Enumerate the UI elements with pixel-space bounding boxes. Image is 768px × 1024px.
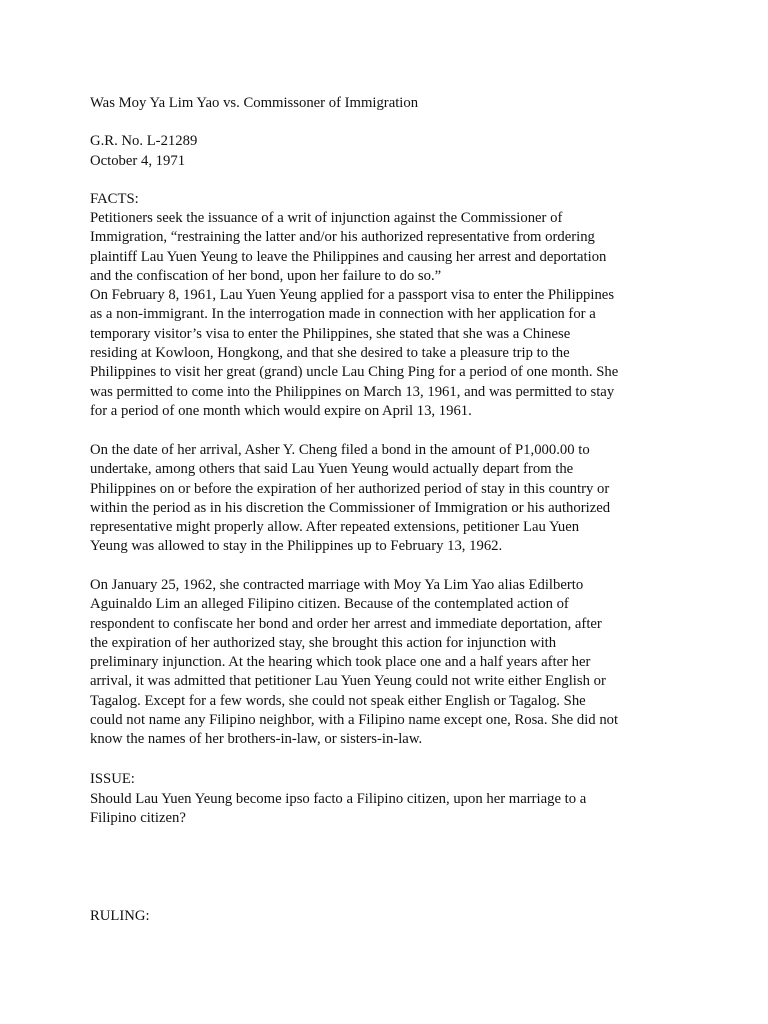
issue-heading-text: ISSUE: xyxy=(90,771,135,787)
ruling-heading xyxy=(90,907,690,926)
paragraph-line: On the date of her arrival, Asher Y. Cheng filed a bond in the amount of P1,000.00 to xyxy=(90,442,590,458)
paragraph-line: temporary visitor’s visa to enter the Philippines, she stated that she was a Chinese xyxy=(90,325,571,342)
gr-number xyxy=(90,132,690,151)
paragraph-line: Tagalog. Except for a few words, she could not speak either English or Tagalog. She xyxy=(90,692,586,709)
decision-date xyxy=(90,152,690,171)
paragraph-line: the expiration of her authorized stay, she brought this action for injunction with xyxy=(90,634,557,651)
title-line: Was Moy Ya Lim Yao vs. Commissoner of Immigration xyxy=(90,95,419,111)
ruling-heading-text: RULING: xyxy=(90,908,150,924)
document-title xyxy=(90,94,690,113)
paragraph-line: representative might properly allow. After repeated extensions, petitioner Lau Yuen xyxy=(90,519,580,536)
paragraph-line: Petitioners seek the issuance of a writ of injunction against the Commissioner of xyxy=(90,210,563,226)
paragraph-line: Filipino citizen? xyxy=(90,810,186,827)
paragraph-line: Should Lau Yuen Yeung become ipso facto a Filipino citizen, upon her marriage to a xyxy=(90,791,587,807)
paragraph-line: Aguinaldo Lim an alleged Filipino citizen. Because of the contemplated action of xyxy=(90,596,569,613)
paragraph-line: residing at Kowloon, Hongkong, and that she desired to take a pleasure trip to the xyxy=(90,345,570,362)
paragraph-line: know the names of her brothers-in-law, or sisters-in-law. xyxy=(90,731,423,748)
paragraph-line: for a period of one month which would expire on April 13, 1961. xyxy=(90,402,472,419)
date-line: October 4, 1971 xyxy=(90,153,186,169)
paragraph-line: On January 25, 1962, she contracted marriage with Moy Ya Lim Yao alias Edilberto xyxy=(90,577,584,593)
issue-heading xyxy=(90,770,690,789)
paragraph-line: could not name any Filipino neighbor, with a Filipino name except one, Rosa. She did not xyxy=(90,712,619,729)
paragraph-line: as a non-immigrant. In the interrogation made in connection with her application for a xyxy=(90,306,596,323)
paragraph-line: preliminary injunction. At the hearing which took place one and a half years after her xyxy=(90,654,591,671)
gr-number-line: G.R. No. L-21289 xyxy=(90,133,198,149)
paragraph-line: Philippines on or before the expiration of her authorized period of stay in this country or xyxy=(90,480,610,497)
issue-question xyxy=(90,790,690,829)
paragraph-line: On February 8, 1961, Lau Yuen Yeung applied for a passport visa to enter the Philippines xyxy=(90,287,615,304)
facts-heading xyxy=(90,190,690,209)
paragraph-line: Immigration, “restraining the latter and/or his authorized representative from ordering xyxy=(90,229,595,246)
paragraph-line: within the period as in his discretion the Commissioner of Immigration or his authorized xyxy=(90,499,611,516)
paragraph-line: arrival, it was admitted that petitioner Lau Yuen Yeung could not write either English or xyxy=(90,673,606,690)
paragraph-line: was permitted to come into the Philippines on March 13, 1961, and was permitted to stay xyxy=(90,383,615,400)
paragraph-line: plaintiff Lau Yuen Yeung to leave the Philippines and causing her arrest and deportation xyxy=(90,248,607,265)
paragraph-line: and the confiscation of her bond, upon her failure to do so.” xyxy=(90,267,442,284)
facts-paragraph-3 xyxy=(90,576,690,750)
paragraph-line: Philippines to visit her great (grand) uncle Lau Ching Ping for a period of one month. She xyxy=(90,364,619,381)
facts-paragraph-2 xyxy=(90,441,690,557)
paragraph-line: respondent to confiscate her bond and order her arrest and immediate deportation, after xyxy=(90,615,602,632)
facts-heading-text: FACTS: xyxy=(90,191,139,207)
paragraph-line: undertake, among others that said Lau Yuen Yeung would actually depart from the xyxy=(90,461,574,478)
paragraph-line: Yeung was allowed to stay in the Philippines up to February 13, 1962. xyxy=(90,538,503,555)
facts-paragraph-1 xyxy=(90,209,690,421)
